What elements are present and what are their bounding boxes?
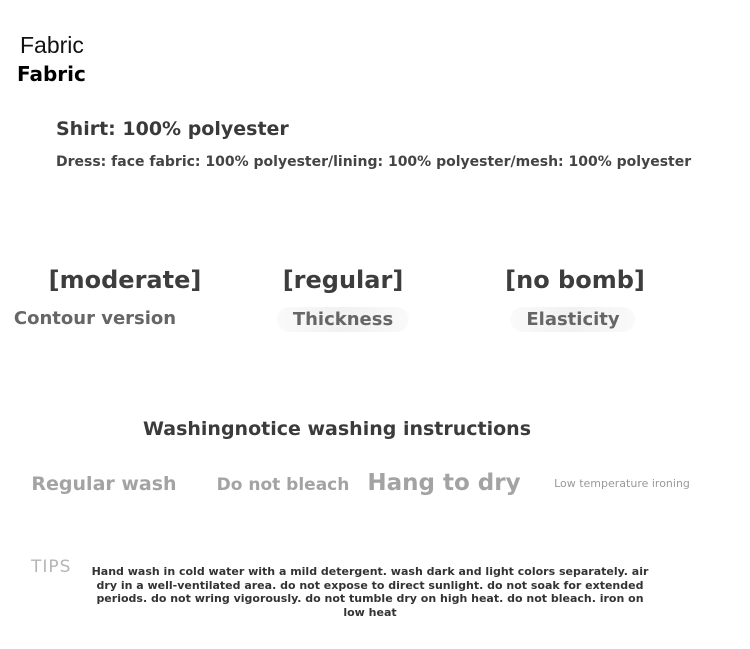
fabric-shirt-text: Shirt: 100% polyester (56, 118, 289, 140)
wash-regular-wash: Regular wash (31, 473, 177, 495)
tips-text: Hand wash in cold water with a mild detergent. wash dark and light colors separately. air dry in a well-ventilated area. do not expose to direct sunlight. do not soak for extended periods. do not wring vigorously. do not tumble dry on high heat. do not bleach. iron on low heat (91, 565, 649, 619)
attribute-elasticity-value: [no bomb] (505, 266, 645, 294)
attribute-contour-label: Contour version (13, 308, 177, 329)
tips-label: TIPS (31, 557, 72, 577)
attribute-thickness-value: [regular] (282, 266, 404, 294)
section-title-light: Fabric (20, 32, 84, 58)
wash-hang-to-dry: Hang to dry (367, 470, 521, 496)
wash-do-not-bleach: Do not bleach (216, 475, 350, 495)
attribute-thickness-label: Thickness (277, 307, 409, 332)
wash-low-temperature-ironing: Low temperature ironing (554, 477, 690, 490)
washing-title: Washingnotice washing instructions (142, 418, 532, 440)
section-title-bold: Fabric (17, 62, 86, 86)
fabric-dress-text: Dress: face fabric: 100% polyester/lining: 100% polyester/mesh: 100% polyester (56, 154, 692, 170)
attribute-elasticity-label: Elasticity (510, 307, 635, 332)
attribute-contour-value: [moderate] (48, 266, 202, 294)
